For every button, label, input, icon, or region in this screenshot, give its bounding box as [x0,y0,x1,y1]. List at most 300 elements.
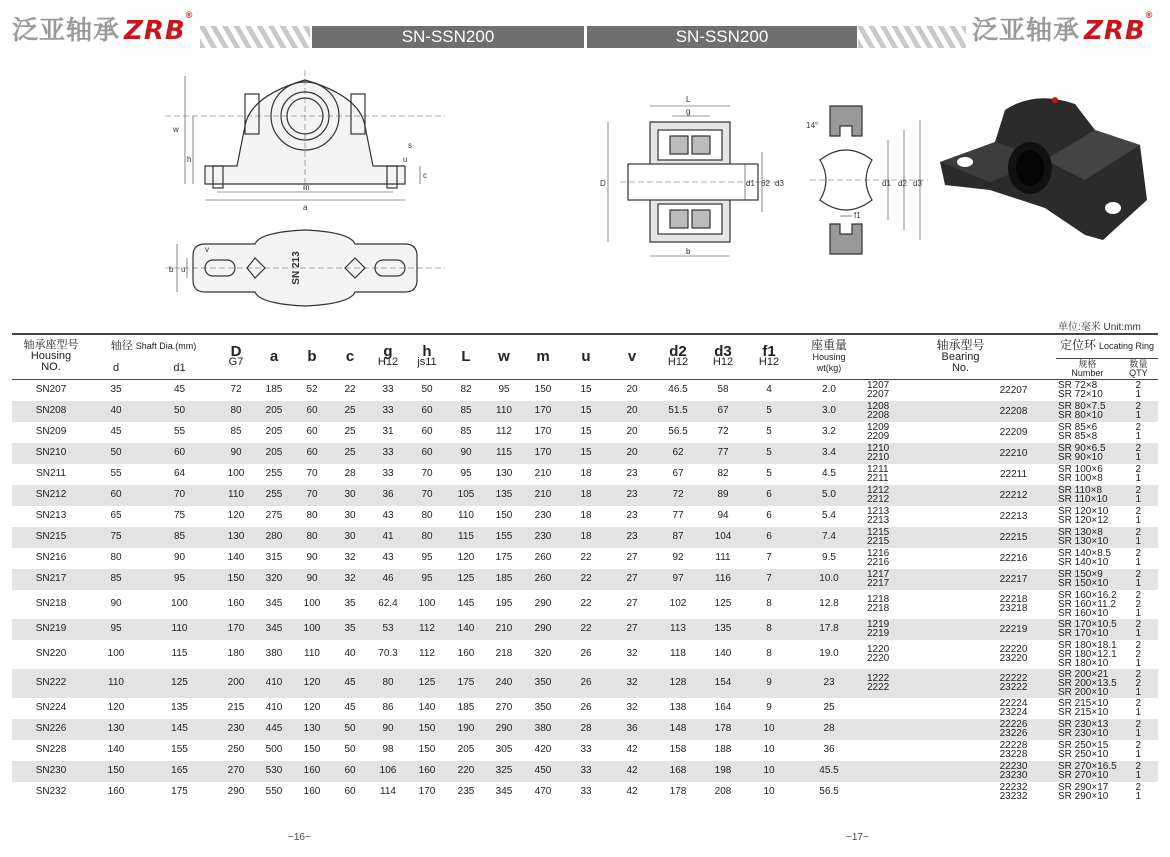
cell-c: 45 [344,702,356,713]
cell-d3: 198 [701,761,745,782]
table-row [12,669,1158,698]
cell-bearing1 [865,719,971,740]
cell-c: 50 [331,719,369,740]
col-c: c [331,334,369,379]
table-row [12,740,1158,761]
cell-c: 35 [331,619,369,640]
cell-u: 18 [580,510,592,521]
cell-g: 86 [382,702,394,713]
cell-f1: 10 [763,786,775,797]
cell-d: 80 [217,401,255,422]
label-angle: 14° [806,121,819,130]
cell-h: 150 [407,719,447,740]
cell-qty-line: 1 [1135,515,1142,526]
cell-qty-line: 2 [1135,782,1142,793]
cell-ring-line: SR 140×10 [1058,557,1109,568]
cell-w: 305 [495,744,513,755]
cell-d: 95 [90,619,142,640]
cell-ring [1056,464,1119,485]
top-view-drawing [165,222,445,312]
cell-ring-line: SR 180×10 [1058,657,1109,669]
label-v: v [205,245,209,254]
cell-u: 22 [563,619,609,640]
cell-a: 185 [265,384,283,395]
cell-h: 80 [407,527,447,548]
cell-no: SN230 [12,761,90,782]
cell-bearing2 [971,443,1056,464]
cell-g: 80 [369,669,407,698]
cell-l: 95 [460,468,472,479]
cell-d: 160 [107,786,125,797]
cell-c: 25 [331,443,369,464]
cell-bearing2-line: 22224 [999,698,1028,709]
cell-h: 70 [421,468,433,479]
cell-bearing2 [971,422,1056,443]
cell-u: 15 [580,384,592,395]
cell-no: SN207 [35,384,67,395]
cell-d2: 62 [655,443,701,464]
cell-w: 150 [495,510,513,521]
cell-a: 410 [265,702,283,713]
cell-ring [1056,401,1119,422]
brand-logo-right: 泛亚轴承 ZRB® [972,10,1154,46]
cell-qty-line: 2 [1135,422,1142,433]
cell-d1: 70 [142,485,217,506]
cell-d: 65 [110,510,122,521]
cell-f1: 6 [745,527,793,548]
cell-d3: 104 [701,527,745,548]
cell-ring-line: SR 290×17 [1058,782,1109,793]
cell-d: 120 [227,510,245,521]
cell-g: 43 [382,510,394,521]
cell-bearing1-line: 2218 [867,603,890,614]
cell-ring-line: SR 90×10 [1058,452,1103,463]
cell-bearing1 [865,590,971,619]
cell-bearing1 [865,669,971,698]
cell-f1: 5 [745,401,793,422]
label-d1-sec: d1 [746,179,755,188]
cell-ring [1056,548,1119,569]
cell-d: 85 [90,569,142,590]
cell-ring [1056,443,1119,464]
cell-l: 110 [458,510,474,521]
cell-qty-line: 1 [1135,749,1142,760]
cell-bearing1-line: 2209 [867,431,890,442]
col-locating-ring: 定位环 Locating Ring [1056,334,1158,358]
cell-l: 115 [447,527,485,548]
cell-g: 33 [369,443,407,464]
cell-m: 260 [534,552,552,563]
cell-d1: 90 [173,552,186,563]
cell-qty-line: 2 [1135,548,1142,559]
cell-ring [1056,506,1119,527]
cell-d3: 116 [701,569,745,590]
cell-d3: 111 [715,552,731,563]
cell-ring-line: SR 100×6 [1058,464,1103,475]
page-header [0,0,1170,46]
cell-wt: 25 [823,702,835,713]
cell-no: SN212 [12,485,90,506]
cell-d1: 75 [173,510,186,521]
cell-f1: 8 [766,648,772,659]
cell-ring [1056,740,1119,761]
cell-d3: 140 [714,648,732,659]
cell-qty-line: 1 [1135,770,1142,781]
cell-h: 60 [421,426,433,437]
cell-b: 110 [304,648,320,659]
cell-qty [1119,401,1158,422]
cell-w: 290 [485,719,523,740]
col-h: h js11 [407,334,447,379]
cell-no: SN216 [35,552,67,563]
cell-v: 20 [609,443,655,464]
cell-u: 33 [563,761,609,782]
cell-ring [1056,422,1119,443]
cell-v: 23 [609,485,655,506]
cell-m: 210 [534,468,552,479]
cell-qty [1119,761,1158,782]
cell-qty-line: 1 [1135,728,1142,739]
cell-b: 60 [306,426,318,437]
cell-ring-line: SR 160×11.2 [1058,598,1116,610]
unit-note: 单位:毫米 Unit:mm [1058,322,1141,333]
cell-qty [1119,464,1158,485]
cell-qty-line: 1 [1135,686,1142,698]
cell-v: 20 [609,401,655,422]
cell-bearing1 [865,548,971,569]
cell-m: 290 [523,619,563,640]
cell-v: 23 [609,527,655,548]
cell-d3: 208 [714,786,732,797]
cell-bearing2-line: 22213 [999,510,1028,522]
cell-d1: 95 [142,569,217,590]
cell-ring-line: SR 250×15 [1058,740,1109,751]
cell-g: 43 [382,552,394,563]
label-L: L [686,95,691,104]
cell-qty-line: 2 [1135,464,1142,475]
cell-wt: 3.2 [822,426,836,437]
cell-ring-line: SR 180×12.1 [1058,648,1117,660]
cell-ring [1056,619,1119,640]
cell-u: 18 [580,468,592,479]
cell-bearing1-line: 2216 [867,557,890,568]
cell-d: 170 [217,619,255,640]
cell-bearing2-line: 23224 [999,707,1028,718]
cell-qty-line: 1 [1135,536,1142,547]
cell-c: 50 [344,744,356,755]
cell-bearing1-line: 2217 [867,578,890,589]
cell-v: 23 [626,468,638,479]
cell-bearing1 [865,698,971,719]
cell-qty [1119,719,1158,740]
cell-qty-line: 2 [1135,589,1142,601]
cell-d: 110 [90,669,142,698]
cell-d2: 97 [655,569,701,590]
cell-b: 90 [306,552,318,563]
cell-a: 205 [255,443,293,464]
cell-c: 25 [331,401,369,422]
cell-d2: 128 [655,669,701,698]
cell-v: 27 [626,598,638,609]
label-c: c [423,171,427,180]
cell-wt: 28 [793,719,865,740]
table-row [12,569,1158,590]
cell-b: 60 [293,443,331,464]
col-L: L [447,334,485,379]
cell-bearing2 [971,548,1056,569]
col-d3: d3 H12 [701,334,745,379]
cell-w: 115 [485,443,523,464]
casting-text: SN 213 [291,251,302,285]
cell-no: SN220 [35,648,67,659]
cell-g: 90 [369,719,407,740]
col-g: g H12 [369,334,407,379]
cell-d1: 175 [171,786,188,797]
cell-a: 255 [265,468,283,479]
cell-w: 185 [485,569,523,590]
cell-bearing2-line: 22212 [999,489,1028,501]
cell-h: 60 [407,401,447,422]
cell-f1: 9 [766,702,772,713]
cell-qty-line: 2 [1135,443,1142,454]
cell-qty-line: 2 [1135,698,1142,709]
cell-ring-line: SR 85×8 [1058,431,1098,442]
cell-bearing1-line: 1209 [867,422,890,433]
cell-w: 270 [495,702,513,713]
cell-qty-line: 1 [1135,431,1142,442]
cell-c: 60 [344,786,356,797]
cell-ring-line: SR 80×10 [1058,410,1103,421]
cell-no: SN209 [35,426,67,437]
cell-qty-line: 2 [1135,619,1142,630]
cell-ring-line: SR 140×8.5 [1058,548,1112,559]
cell-d: 60 [90,485,142,506]
cell-d3: 164 [714,702,732,713]
cell-u: 18 [563,485,609,506]
cell-d2: 138 [669,702,687,713]
cell-bearing2-line: 23218 [999,603,1028,614]
cell-m: 150 [534,384,552,395]
cell-d2: 113 [655,619,701,640]
cell-bearing2 [971,619,1056,640]
cell-f1: 8 [766,598,772,609]
cell-f1: 10 [745,761,793,782]
table-row [12,443,1158,464]
cell-ring [1056,640,1119,669]
spec-table-body [12,379,1158,803]
cell-bearing1 [865,485,971,506]
cell-bearing1 [865,443,971,464]
cell-d2: 178 [669,786,687,797]
cell-v: 27 [626,552,638,563]
cell-bearing2-line: 22208 [999,405,1028,417]
cell-d: 100 [107,648,125,659]
cell-bearing2-line: 22222 [999,673,1028,684]
cell-qty [1119,698,1158,719]
front-view-drawing [165,66,445,216]
cell-c: 25 [344,426,356,437]
cell-d: 130 [217,527,255,548]
cell-bearing1-line: 1215 [867,527,890,538]
cell-bearing1 [865,401,971,422]
cell-m: 350 [534,702,552,713]
cell-m: 170 [523,443,563,464]
cell-bearing1 [865,761,971,782]
cell-bearing1-line: 2212 [867,494,890,505]
cell-no: SN210 [12,443,90,464]
label-u-top: u [181,265,186,274]
cell-b: 160 [303,786,321,797]
cell-ring-line: SR 150×10 [1058,578,1109,589]
cell-bearing2 [971,485,1056,506]
cell-w: 112 [496,426,512,437]
cell-wt: 19.0 [819,648,839,659]
cell-l: 85 [447,401,485,422]
cell-c: 35 [344,598,356,609]
cell-g: 98 [382,744,394,755]
cell-wt: 5.4 [822,510,836,521]
cell-l: 90 [447,443,485,464]
cell-wt: 17.8 [793,619,865,640]
cell-l: 220 [447,761,485,782]
cell-no: SN226 [12,719,90,740]
cell-bearing2 [971,761,1056,782]
cell-d1: 55 [173,426,186,437]
cell-f1: 5 [766,426,772,437]
cell-bearing1-line: 1216 [867,548,890,559]
cell-qty-line: 1 [1135,452,1142,463]
cell-d: 85 [230,426,242,437]
cell-d: 130 [90,719,142,740]
cell-m: 380 [523,719,563,740]
cell-m: 470 [534,786,552,797]
cell-ring-line: SR 72×8 [1058,380,1098,391]
cell-h: 112 [407,619,447,640]
cell-d: 270 [217,761,255,782]
cell-l: 190 [447,719,485,740]
cell-b: 90 [293,569,331,590]
cell-d: 90 [110,598,122,609]
cell-bearing1-line: 2213 [867,515,890,526]
cell-ring-line: SR 130×10 [1058,536,1109,547]
cell-bearing1-line: 2220 [867,653,890,664]
cell-d: 100 [227,468,245,479]
cell-a: 280 [255,527,293,548]
cell-m: 170 [523,401,563,422]
cell-d: 150 [90,761,142,782]
cell-ring-line: SR 200×21 [1058,668,1109,680]
cell-d1: 45 [173,384,186,395]
cell-d1: 85 [142,527,217,548]
cell-qty-line: 2 [1135,401,1142,412]
cell-ring-line: SR 200×13.5 [1058,677,1117,689]
cell-ring-line: SR 215×10 [1058,707,1109,718]
table-row [12,590,1158,619]
cell-ring-line: SR 200×10 [1058,686,1109,698]
cell-h: 112 [419,648,435,659]
cell-d1: 145 [142,719,217,740]
cell-m: 290 [534,598,552,609]
cell-g: 62.4 [378,598,398,609]
cell-ring-line: SR 160×16.2 [1058,589,1117,601]
cell-l: 145 [457,598,475,609]
cell-f1: 4 [766,384,772,395]
cell-d: 120 [107,702,125,713]
cell-d2: 87 [655,527,701,548]
cell-qty-line: 2 [1135,677,1142,689]
cell-a: 205 [265,426,283,437]
cell-bearing1-line: 1220 [867,644,890,655]
page-number-left: ~16~ [288,832,311,843]
cell-c: 22 [344,384,356,395]
cell-d2: 77 [672,510,684,521]
cell-bearing2 [971,640,1056,669]
cell-bearing2-line: 23230 [999,770,1028,781]
cell-b: 160 [293,761,331,782]
table-row [12,506,1158,527]
cell-b: 150 [303,744,321,755]
cell-bearing1 [865,640,971,669]
col-v: v [609,334,655,379]
cell-ring-line: SR 150×9 [1058,569,1103,580]
cell-l: 235 [457,786,475,797]
cell-m: 320 [534,648,552,659]
cell-ring-line: SR 170×10.5 [1058,619,1117,630]
cell-w: 325 [485,761,523,782]
cell-u: 22 [580,552,592,563]
cell-b: 70 [306,468,318,479]
cell-bearing1 [865,379,971,401]
cell-f1: 9 [745,669,793,698]
cell-l: 175 [447,669,485,698]
cell-qty [1119,506,1158,527]
cell-d1: 165 [142,761,217,782]
label-b: b [169,265,174,274]
cell-bearing1 [865,740,971,761]
brand-logo-left: 泛亚轴承 ZRB® [12,10,194,46]
cell-v: 23 [626,510,638,521]
cell-wt: 3.4 [793,443,865,464]
cell-g: 33 [382,384,394,395]
cell-d: 180 [227,648,245,659]
table-row [12,464,1158,485]
page-number-right: ~17~ [846,832,869,843]
cell-l: 105 [447,485,485,506]
cell-bearing1-line: 2222 [867,682,890,693]
cell-f1: 7 [745,569,793,590]
cell-c: 30 [331,485,369,506]
cell-bearing2 [971,698,1056,719]
cell-bearing2-line: 22226 [999,719,1028,730]
cell-qty [1119,443,1158,464]
cell-no: SN219 [12,619,90,640]
cell-d3: 77 [701,443,745,464]
cell-no: SN217 [12,569,90,590]
table-row [12,379,1158,401]
cell-h: 60 [407,443,447,464]
cell-a: 320 [255,569,293,590]
cell-bearing2-line: 22232 [999,782,1028,793]
cell-u: 28 [563,719,609,740]
cell-l: 82 [460,384,472,395]
cell-qty [1119,782,1158,803]
cell-c: 40 [344,648,356,659]
cell-w: 195 [495,598,513,609]
cell-d3: 154 [701,669,745,698]
cell-bearing1 [865,506,971,527]
cell-h: 95 [421,552,433,563]
cell-d2: 72 [655,485,701,506]
